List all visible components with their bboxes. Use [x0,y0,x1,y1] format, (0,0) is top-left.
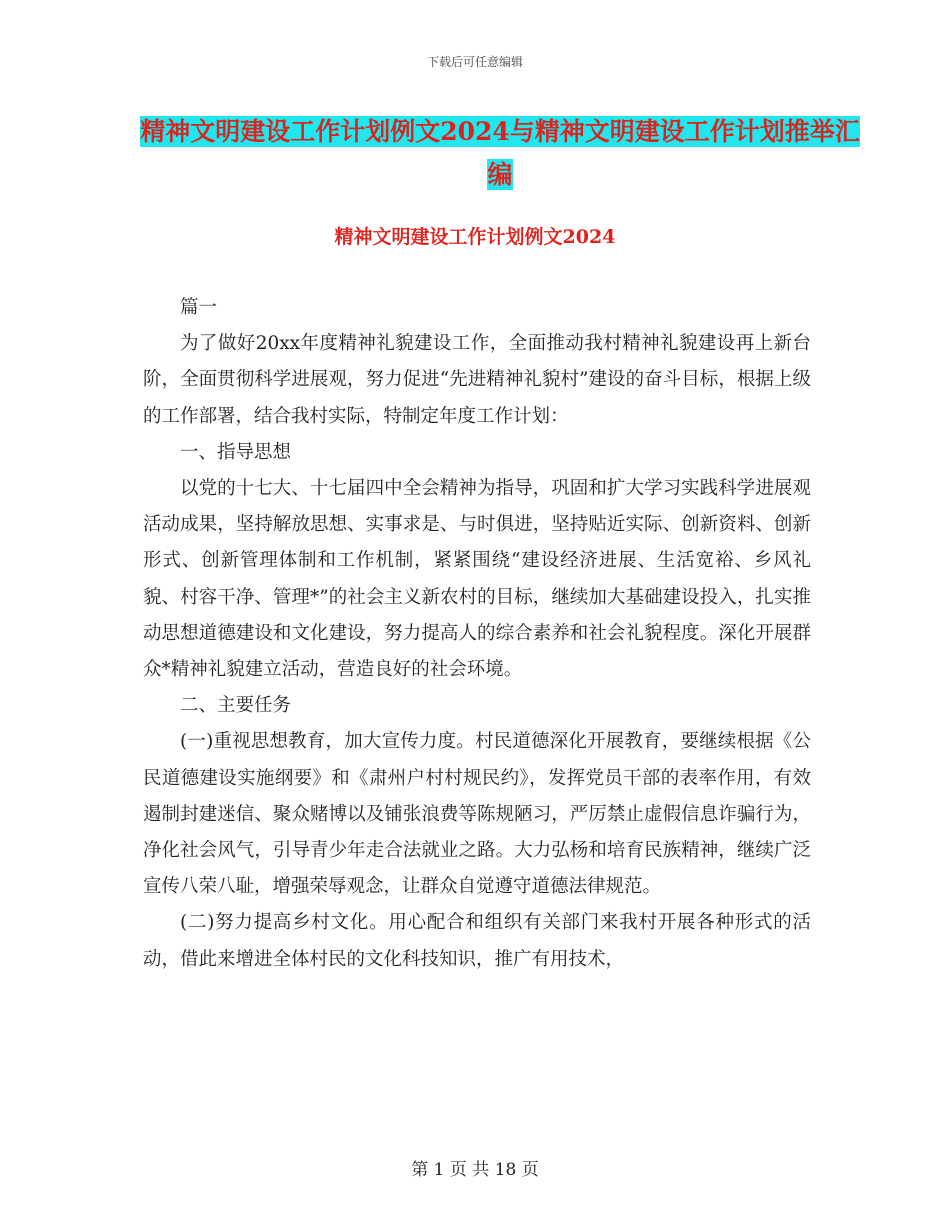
page-footer: 第 1 页 共 18 页 [411,1160,539,1180]
paragraph: 二、主要任务 [180,695,292,717]
paragraph: 篇一 [180,297,218,318]
paragraph: (一)重视思想教育，加大宣传力度。村民道德深化开展教育，要继续根据《公民道德建设实施纲要》和《肃州户村村规民约》，发挥党员干部的表率作用，有效遏制封建迷信、聚众赌博以及铺张浪费等陈规陋习，严厉禁止虚假信息诈骗行为，净化社会风气，引导青少年走合法就业之路。大力弘杨和培育民族精神，继续广泛宣传八荣八耻，增强荣辱观念，让群众自觉遵守道德法律规范。 [143,731,811,898]
section-title: 精神文明建设工作计划例文2024 [334,226,616,248]
document-title-text: 精神文明建设工作计划例文2024与精神文明建设工作计划推举汇编 [140,117,860,189]
document-body [143,290,811,978]
header-note: 下载后可任意编辑 [426,55,523,69]
document-title [140,110,860,196]
paragraph: (二)努力提高乡村文化。用心配合和组织有关部门来我村开展各种形式的活动，借此来增进全体村民的文化科技知识，推广有用技术， [143,912,811,970]
paragraph: 以党的十七大、十七届四中全会精神为指导，巩固和扩大学习实践科学进展观活动成果，坚持解放思想、实事求是、与时俱进，坚持贴近实际、创新资料、创新形式、创新管理体制和工作机制，紧紧围绕“建设经济进展、生活宽裕、乡风礼貌、村容干净、管理*”的社会主义新农村的目标，继续加大基础建设投入，扎实推动思想道德建设和文化建设，努力提高人的综合素养和社会礼貌程度。深化开展群众*精神礼貌建立活动，营造良好的社会环境。 [143,478,811,681]
paragraph: 一、指导思想 [180,441,292,463]
paragraph: 为了做好20xx年度精神礼貌建设工作，全面推动我村精神礼貌建设再上新台阶，全面贯彻科学进展观，努力促进“先进精神礼貌村”建设的奋斗目标，根据上级的工作部署，结合我村实际，特制定年度工作计划： [143,333,811,427]
